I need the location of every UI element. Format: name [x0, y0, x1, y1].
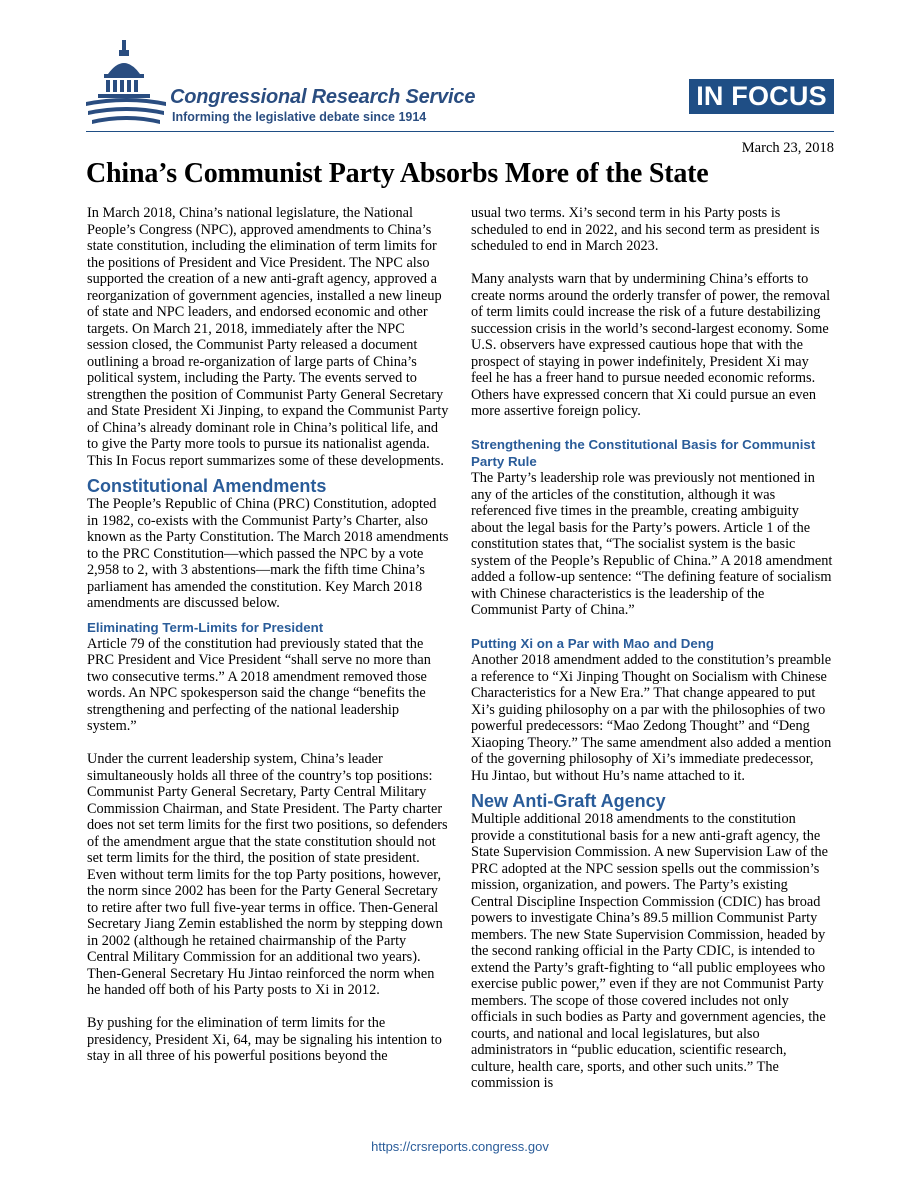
header-rule: [86, 131, 834, 132]
intro-paragraph: In March 2018, China’s national legislature, the National People’s Congress (NPC), approved amendments to China’s state constitution, including the elimination of term limits for the positions of President and Vice President. The NPC also supported the creation of a new anti-graft agency, approved a reorganization of government agencies, installed a new lineup of state and NPC leaders, and endorsed economic and other targets. On March 21, 2018, immediately after the NPC session closed, the Communist Party released a document outlining a broad re-organization of large parts of China’s political system, including the Party. The events served to strengthen the position of Communist Party General Secretary and State President Xi Jinping, to expand the Communist Party of China’s already dominant role in China’s political life, and to give the Party more tools to pursue its nationalist agenda. This In Focus report summarizes some of these developments.: [87, 205, 449, 469]
page-header: [0, 0, 920, 140]
right-column: [471, 205, 833, 1092]
footer-url[interactable]: https://crsreports.congress.gov: [371, 1139, 549, 1154]
paragraph: Another 2018 amendment added to the constitution’s preamble a reference to “Xi Jinping Thought on Socialism with Chinese Characteristics for a New Era.” That change appeared to put Xi’s guiding philosophy on a par with the philosophies of two powerful predecessors: “Mao Zedong Thought” and “Deng Xiaoping Theory.” The same amendment also added a mention of the governing philosophy of Xi’s immediate predecessor, Hu Jintao, but without Hu’s name attached to it.: [471, 652, 832, 784]
subheading-putting-xi: Putting Xi on a Par with Mao and Deng: [471, 636, 715, 651]
paragraph: The People’s Republic of China (PRC) Constitution, adopted in 1982, co-exists with the Communist Party’s Charter, also known as the Party Constitution. The March 2018 amendments to the PRC Constitution—which passed the NPC by a vote 2,958 to 2, with 3 abstentions—mark the fifth time China’s parliament has amended the constitution. Key March 2018 amendments are discussed below.: [87, 496, 449, 611]
in-focus-badge: IN FOCUS: [689, 79, 834, 114]
subheading-strengthening: Strengthening the Constitutional Basis for Communist Party Rule: [471, 437, 816, 469]
section-heading-anti-graft: New Anti-Graft Agency: [471, 791, 666, 811]
capitol-dome-logo: [86, 40, 166, 126]
org-tagline: Informing the legislative debate since 1914: [172, 110, 427, 124]
paragraph: Many analysts warn that by undermining China’s efforts to create norms around the orderly transfer of power, the removal of term limits could increase the risk of a future destabilizing succession crisis in the world’s second-largest economy. Some U.S. observers have expressed cautious hope that with the prospect of staying in power indefinitely, President Xi may feel he has a freer hand to pursue needed economic reforms. Others have expressed concern that Xi could pursue an even more assertive foreign policy.: [471, 271, 831, 419]
publication-date: March 23, 2018: [741, 140, 834, 156]
paragraph: Article 79 of the constitution had previously stated that the PRC President and Vice President “shall serve no more than two consecutive terms.” A 2018 amendment removed those words. An NPC spokesperson said the change “benefits the strengthening and perfecting of the national leadership system.”: [87, 635, 431, 734]
paragraph: Under the current leadership system, China’s leader simultaneously holds all three of the country’s top positions: Communist Party General Secretary, Party Central Military Commission Chairman, and State President. The Party charter does not set term limits for the first two positions, so defenders of the amendment argue that the state constitution should not set term limits for the third, the position of state president. Even without term limits for the top Party positions, however, the norm since 2002 has been for the Party General Secretary to retire after two full five-year terms in office. Then-General Secretary Jiang Zemin established the norm by stepping down in 2002 (although he retained chairmanship of the Party Central Military Commission for an additional two years). Then-General Secretary Hu Jintao reinforced the norm when he handed off both of his Party posts to Xi in 2012.: [87, 751, 448, 998]
paragraph: usual two terms. Xi’s second term in his Party posts is scheduled to end in 2022, and his second term as president is scheduled to end in March 2023.: [471, 205, 820, 254]
section-heading-constitutional-amendments: Constitutional Amendments: [87, 476, 327, 496]
org-name: Congressional Research Service: [170, 86, 476, 108]
page-title: China’s Communist Party Absorbs More of the State: [86, 158, 709, 189]
left-column: [87, 205, 449, 1065]
paragraph: The Party’s leadership role was previously not mentioned in any of the articles of the constitution, although it was referenced five times in the preamble, creating ambiguity about the legal basis for the Party’s powers. Article 1 of the constitution states that, “The socialist system is the basic system of the People’s Republic of China.” A 2018 amendment added a follow-up sentence: “The defining feature of socialism with Chinese characteristics is the leadership of the Communist Party of China.”: [471, 470, 833, 618]
paragraph: By pushing for the elimination of term limits for the presidency, President Xi, 64, may be signaling his intention to stay in all three of his powerful positions beyond the: [87, 1015, 442, 1064]
subheading-term-limits: Eliminating Term-Limits for President: [87, 619, 324, 635]
paragraph: Multiple additional 2018 amendments to the constitution provide a constitutional basis for a new anti-graft agency, the State Supervision Commission. A new Supervision Law of the PRC adopted at the NPC session spells out the commission’s mission, organization, and powers. The Party’s existing Central Discipline Inspection Commission (CDIC) has broad powers to investigate China’s 89.5 million Communist Party members. The new State Supervision Commission, headed by the second ranking official in the Party CDIC, is intended to extend the Party’s graft-fighting to “all public employees who exercise public power,” even if they are not Communist Party members. The scope of those covered includes not only officials in such bodies as Party and government agencies, the courts, and national and local legislatures, but also administrators in “public education, scientific research, culture, health care, sports, and other such units.” The commission is: [471, 811, 829, 1091]
